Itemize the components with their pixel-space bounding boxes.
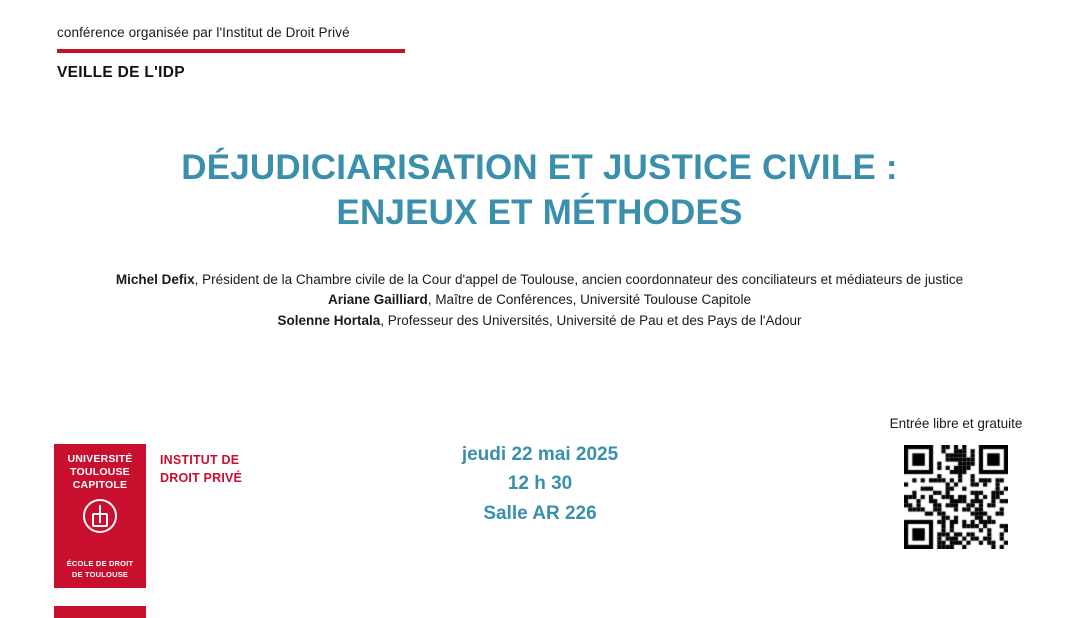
speaker-role: , Président de la Chambre civile de la Cour d'appel de Toulouse, ancien coordonnateur des conciliateurs et médiateurs de justice [194, 272, 964, 287]
school-name-line-1: ÉCOLE DE DROIT [66, 559, 134, 569]
qr-code[interactable] [904, 445, 1008, 549]
poster-header [57, 24, 657, 82]
logo-gap [54, 588, 146, 606]
page-title [0, 146, 1079, 236]
organizer-line: conférence organisée par l'Institut de Droit Privé [57, 25, 350, 40]
university-name-line-1: UNIVERSITÉ [67, 453, 133, 465]
page-title-line-1: DÉJUDICIARISATION ET JUSTICE CIVILE : [181, 148, 898, 187]
entry-block [882, 416, 1030, 549]
series-title: VEILLE DE L'IDP [57, 63, 185, 81]
speaker-name: Solenne Hortala [277, 312, 381, 328]
school-name-line-2: DE TOULOUSE [71, 569, 129, 579]
qr-code-canvas[interactable] [904, 445, 1008, 549]
university-name-line-2: TOULOUSE [70, 466, 130, 479]
school-name [54, 545, 146, 587]
speaker-item [0, 311, 1079, 331]
speaker-name: Michel Defix [115, 272, 195, 287]
university-seal-icon [83, 499, 117, 533]
page-title-line-2: ENJEUX ET MÉTHODES [336, 192, 743, 232]
speaker-item [0, 290, 1079, 310]
event-room: Salle AR 226 [483, 502, 597, 524]
event-info [340, 440, 740, 528]
university-logo [54, 444, 146, 618]
university-logo-text [54, 444, 146, 545]
entry-text: Entrée libre et gratuite [889, 416, 1023, 431]
header-red-rule [57, 49, 405, 53]
event-date: jeudi 22 mai 2025 [461, 444, 619, 465]
institute-label-line-1: INSTITUT DE [160, 453, 240, 467]
speaker-role: , Maître de Conférences, Université Toulouse Capitole [427, 292, 751, 308]
logo-block [54, 444, 242, 618]
speaker-role: , Professeur des Universités, Université de Pau et des Pays de l'Adour [380, 312, 802, 328]
logo-bottom-bar [54, 606, 146, 618]
institute-label-line-2: DROIT PRIVÉ [160, 470, 243, 485]
institute-label [160, 452, 242, 487]
university-logo-panel [54, 444, 146, 588]
speaker-item [0, 270, 1079, 290]
speaker-list [0, 270, 1079, 331]
speaker-name: Ariane Gailliard [328, 292, 428, 308]
event-time: 12 h 30 [507, 473, 573, 495]
university-name-line-3: CAPITOLE [72, 479, 128, 492]
